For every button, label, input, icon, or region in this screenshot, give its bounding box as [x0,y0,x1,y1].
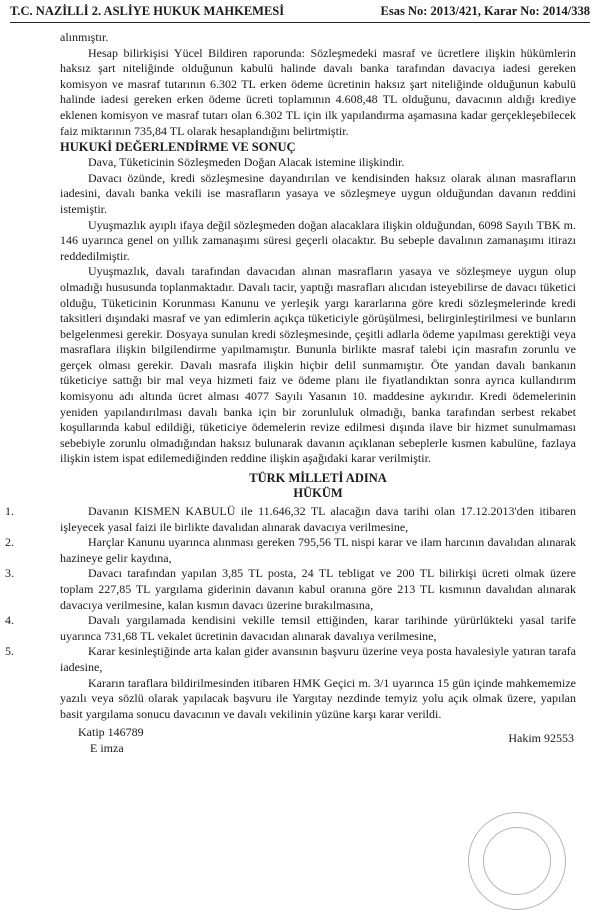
item-text: Harçlar Kanunu uyarınca alınması gereken 795,56 TL nispi karar ve ilam harcının davalıdan alınarak hazineye gelir kaydına, [60,535,576,565]
item-number: 1. [5,504,14,519]
section-title: HUKUKİ DEĞERLENDİRME VE SONUÇ [60,140,296,155]
clerk-e-signature: E imza [90,741,124,756]
verdict-subtitle: HÜKÜM [293,486,343,501]
verdict-items [5,504,576,676]
case-reference: Esas No: 2013/421, Karar No: 2014/338 [380,4,590,18]
document-body [5,30,576,765]
judge-signature: Hakim 92553 [508,731,574,746]
court-seal-stamp [468,812,566,910]
verdict-title: TÜRK MİLLETİ ADINA [249,471,387,486]
clerk-signature: Katip 146789 [78,725,144,740]
court-name: T.C. NAZİLLİ 2. ASLİYE HUKUK MAHKEMESİ [10,4,285,18]
verdict-item [5,613,576,644]
page-header [10,4,590,22]
paragraph: alınmıştır. [60,30,109,44]
paragraph: Hesap bilirkişisi Yücel Bildiren raporunda: Sözleşmedeki masraf ve ücretlere ilişkin hükümlerin haksız şart niteliğinde olduğunun kabulü halinde davalı banka tarafından davacıya iadesi gereken komisyon ve masraf tutarının 6.302 TL erken ödeme ücretinin haksız şart niteliğinde olduğunun kabulü halinde iadesi gereken erken ödeme ücreti toplamının 4.608,48 TL olduğunu, davacının aldığı krediye eklenen komisyon ve masraf tutarı olan 6.302 TL için ilk yapılandırma aşamasına kadar gerçekleşebilecek faiz miktarının 735,84 TL olarak hesaplandığını belirtmiştir. [60,45,576,138]
paragraph: Dava, Tüketicinin Sözleşmeden Doğan Alacak istemine ilişkindir. [88,155,405,170]
item-number: 2. [5,535,14,550]
item-text: Davacı tarafından yapılan 3,85 TL posta, 24 TL tebligat ve 200 TL bilirkişi ücreti olmak üzere toplam 227,85 TL yargılama giderinin davanın kabul oranına göre 213 TL kısmının davalıdan alınarak davacıya verilmesine, kalan kısmın davacı üzerine bırakılmasına, [60,566,576,612]
item-number: 5. [5,644,14,659]
signature-block [60,725,576,765]
verdict-item [5,504,576,535]
item-number: 4. [5,613,14,628]
paragraph: Uyuşmazlık, davalı tarafından davacıdan alınan masrafların yasaya ve sözleşmeye uygun olup olmadığı hususunda toplanmaktadır. Davalı tacir, yaptığı masrafları alıcıdan isteyebilirse de davacı tüketici olduğu, Tüketicinin Korunması Kanunu ve yerleşik yargı kararlarına göre kredi sözleşmelerinde kredi taksitleri dışındaki masraf ve yan edimlerin açıkça tüketiciyle görüşülmesi, belirginleştirilmesi ve bunların belgelenmesi gerekir. Dosyaya sunulan kredi sözleşmesinde, çeşitli adlarla ödeme yapılması gerektiği veya masraflara ilişkin bilgilendirme yapılmamıştır. Bununla birlikte masraf talebi için masrafın zorunlu ve gerçek olması gerekir. Davalı masrafa ilişkin hiçbir delil sunmamıştır. Öte yandan davalı bankanın tüketiciye sattığı bir mal veya hizmeti faiz ve ödeme planı ile fiyatlandıktan sonra ayrıca kullandırım komisyonu adı altında ücret alması 4077 Sayılı Yasanın 10. maddesine aykırıdır. Kredi ödemelerinin yeniden yapılandırılması davalı banka için bir zorunluluk olmadığı, banka tarafından serbest rekabet koşullarında kabul edildiği, tüketiciye ödemelerin revize edilmesi dışında ilave bir hizmet sunulmaması sebebiyle zorunlu olmadığından haksız bulunarak davanın açıklanan sebeplerle kısmen kabulüne, fazlaya ilişkin istem ispat edilemediğinden reddine ilişkin aşağıdaki karar verilmiştir. [60,264,576,466]
verdict-item [5,566,576,613]
paragraph: Uyuşmazlık ayıplı ifaya değil sözleşmeden doğan alacaklara ilişkin olduğundan, 6098 Sayılı TBK m. 146 uyarınca genel on yıllık zamanaşımı süresi geçerli olacaktır. Bu sebeple davalının zamanaşımı itirazı reddedilmiştir. [60,217,576,263]
verdict-item [5,535,576,566]
item-text: Davanın KISMEN KABULÜ ile 11.646,32 TL alacağın dava tarihi olan 17.12.2013'den itibaren işleyecek yasal faizi ile birlikte davalıdan alınarak davacıya verilmesine, [60,504,576,534]
header-rule [10,22,590,23]
closing-paragraph: Kararın taraflara bildirilmesinden itibaren HMK Geçici m. 3/1 uyarınca 15 gün içinde mahkememize yazılı veya sözlü olarak yapılacak başvuru ile Yargıtay nezdinde temyiz yolu açık olmak üzere, yapılan basit yargılama sonucu davacının ve davalı vekilinin yüzüne karşı karar verildi. [60,675,576,721]
item-text: Davalı yargılamada kendisini vekille temsil ettiğinden, karar tarihinde yürürlükteki yasal tarife uyarınca 731,68 TL vekalet ücretinin davacıdan alınarak davalıya verilmesine, [60,613,576,643]
paragraph: Davacı özünde, kredi sözleşmesine dayandırılan ve kendisinden haksız olarak alınan masrafların iadesini, davalı banka vekili ise masrafların yasaya ve sözleşmeye uygun olduğundan davanın reddini istemiştir. [60,170,576,216]
item-text: Karar kesinleştiğinde arta kalan gider avansının başvuru üzerine veya posta havalesiyle yatıran tarafa iadesine, [60,644,576,674]
item-number: 3. [5,566,14,581]
verdict-item [5,644,576,675]
